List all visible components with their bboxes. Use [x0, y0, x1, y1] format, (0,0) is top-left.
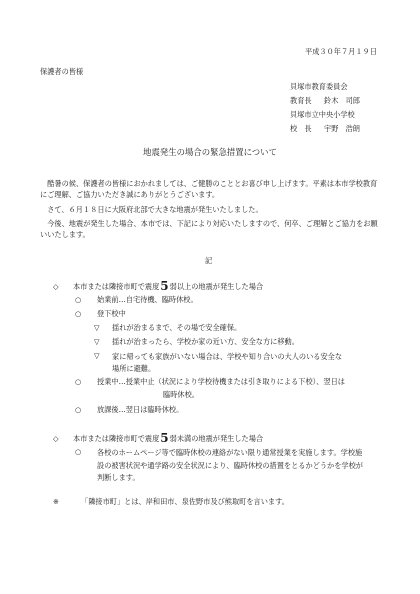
sender-title-2: 校 長 — [290, 124, 312, 133]
diamond-bullet-icon: ◇ — [53, 434, 59, 443]
sender-name-1: 鈴木 司郎 — [324, 96, 360, 105]
circle-bullet-icon: ○ — [75, 447, 82, 456]
sender-organization: 貝塚市教育委員会 — [290, 82, 348, 91]
section-1-heading-pre: 本市または隣接市町で震度 — [73, 282, 160, 291]
circle-bullet-icon: ○ — [75, 405, 82, 414]
asterisk-note-icon: ※ — [53, 497, 60, 506]
letter-date: 平成３０年７月１９日 — [305, 47, 377, 56]
section-1-subitem-2: ▽ 揺れが治まったら、学校か家の近い方、安全な方に移動。 — [94, 337, 299, 346]
sender-school: 貝塚市立中央小学校 — [290, 110, 355, 119]
triangle-bullet-icon: ▽ — [94, 337, 100, 346]
document-title: 地震発生の場合の緊急措置について — [143, 147, 277, 157]
ki-marker: 記 — [205, 256, 213, 265]
section-1-item-1: ○ 始業前…自宅待機、臨時休校。 — [75, 295, 198, 304]
section-1-intensity: 5 — [160, 279, 169, 293]
sender-title-1: 教育長 — [290, 96, 312, 105]
addressee: 保護者の皆様 — [40, 67, 84, 76]
section-1-item-3: ○ 授業中…授業中止（状況により学校待機または引き取りによる下校）、翌日は — [75, 377, 345, 386]
section-1-heading — [53, 280, 263, 292]
diamond-bullet-icon: ◇ — [53, 282, 59, 291]
section-2-intensity: 5 — [160, 431, 169, 445]
intro-paragraph-2: さて、６月１８日に大阪府北部で大きな地震が発生いたしました。 — [47, 205, 263, 214]
circle-bullet-icon: ○ — [75, 309, 82, 318]
section-2-item-1-mark — [75, 447, 89, 457]
section-1-subitem-3-mark — [94, 351, 108, 361]
circle-bullet-icon: ○ — [75, 295, 82, 304]
circle-bullet-icon: ○ — [75, 377, 82, 386]
section-2-heading — [53, 432, 263, 444]
intro-paragraph-1: 酷暑の候、保護者の皆様におかれましては、ご健勝のこととお喜び申し上げます。平素は本市学校教育にご理解、ご協力いただき誠にありがとうございます。 — [40, 179, 378, 199]
section-1-subitem-1: ▽ 揺れが治まるまで、その場で安全確保。 — [94, 323, 242, 332]
footnote: ※ 「隣接市町」とは、岸和田市、泉佐野市及び熊取町を言います。 — [53, 497, 289, 506]
triangle-bullet-icon: ▽ — [94, 351, 100, 360]
section-2-item-1: 各校のホームページ等で臨時休校の連絡がない限り通常授業を実施します。学校施設の被害状況や通学路の安全状況により、臨時休校の措置をとるかどうかを学校が判断します。 — [97, 448, 363, 482]
sender-name-2: 宇野 浩朗 — [324, 124, 360, 133]
triangle-bullet-icon: ▽ — [94, 323, 100, 332]
section-2-heading-post: 弱未満の地震が発生した場合 — [169, 434, 264, 443]
section-1-subitem-3: 家に帰っても家族がいない場合は、学校や知り合いの大人のいる安全な場所に避難。 — [112, 352, 343, 373]
section-1-item-3-continued: 臨時休校。 — [163, 390, 199, 399]
section-1-item-2: ○ 登下校中 — [75, 309, 126, 318]
intro-paragraph-3: 今後、地震が発生した場合、本市では、下記により対応いたしますので、何卒、ご理解とご協力をお願いいたします。 — [40, 219, 378, 239]
section-1-heading-post: 弱以上の地震が発生した場合 — [169, 282, 264, 291]
section-2-heading-pre: 本市または隣接市町で震度 — [73, 434, 160, 443]
section-1-item-4: ○ 放課後…翌日は臨時休校。 — [75, 405, 184, 414]
